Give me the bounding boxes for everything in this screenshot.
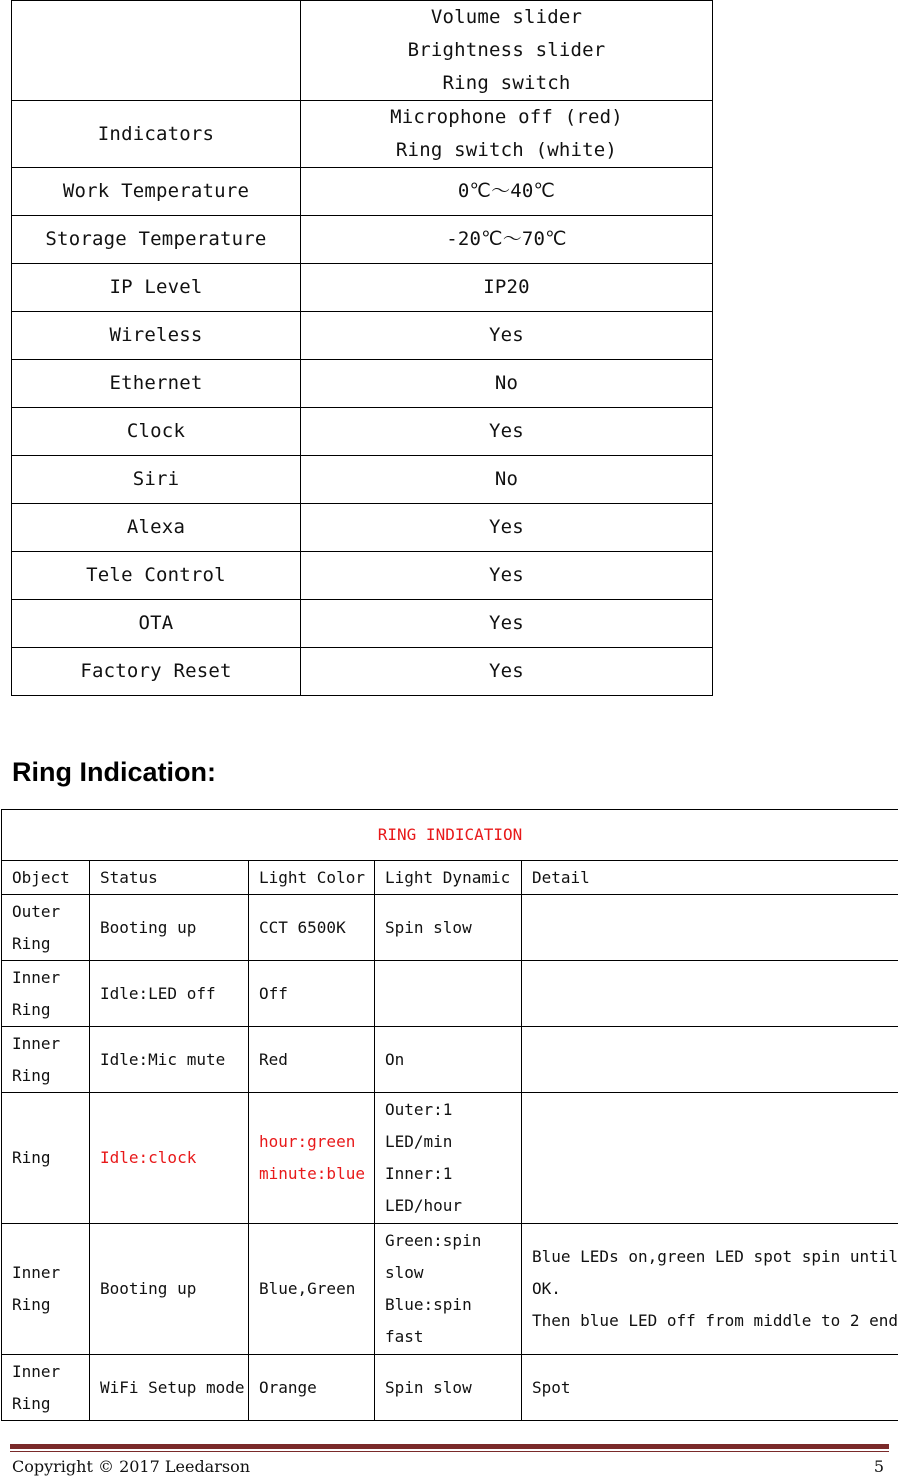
cell-detail	[522, 895, 898, 961]
spec-label: Alexa	[12, 504, 301, 552]
spec-value	[301, 1, 713, 101]
column-header: Object	[2, 861, 90, 895]
table-row	[2, 1093, 898, 1224]
cell-line: hour:green	[259, 1126, 374, 1158]
cell-line: Ring	[12, 994, 89, 1026]
cell-line: On	[385, 1044, 521, 1076]
cell-line: Blue:spin	[385, 1289, 521, 1321]
table-row	[2, 961, 898, 1027]
spec-row	[12, 600, 713, 648]
cell-line: Spin slow	[385, 1372, 521, 1404]
spec-value-line: Ring switch	[301, 67, 712, 100]
spec-value: 0℃～40℃	[301, 168, 713, 216]
cell-light-dynamic	[375, 1355, 522, 1421]
spec-value: Yes	[301, 552, 713, 600]
cell-object	[2, 895, 90, 961]
cell-line: Blue LEDs on,green LED spot spin until	[532, 1241, 898, 1273]
cell-line: Outer:1	[385, 1094, 521, 1126]
cell-line: LED/hour	[385, 1190, 521, 1222]
table-row	[2, 1027, 898, 1093]
spec-row	[12, 504, 713, 552]
cell-object	[2, 1224, 90, 1355]
cell-line: Ring	[12, 1289, 89, 1321]
cell-line: Inner	[12, 1356, 89, 1388]
spec-table	[11, 0, 713, 696]
cell-object	[2, 961, 90, 1027]
cell-line: LED/min	[385, 1126, 521, 1158]
cell-object	[2, 1355, 90, 1421]
spec-value: -20℃～70℃	[301, 216, 713, 264]
cell-line: Off	[259, 978, 374, 1010]
spec-value: Yes	[301, 600, 713, 648]
cell-status: Idle:LED off	[90, 961, 249, 1027]
cell-line: Ring	[12, 1388, 89, 1420]
spec-value-line: Ring switch (white)	[301, 134, 712, 167]
spec-value: Yes	[301, 408, 713, 456]
ring-table-header-row	[2, 861, 898, 895]
cell-status: Idle:clock	[90, 1093, 249, 1224]
ring-table-title: RING INDICATION	[2, 810, 898, 861]
spec-value-line: Microphone off (red)	[301, 101, 712, 134]
spec-row-indicators	[12, 101, 713, 168]
spec-label: Siri	[12, 456, 301, 504]
cell-line: Inner	[12, 962, 89, 994]
cell-detail	[522, 961, 898, 1027]
cell-status: Idle:Mic mute	[90, 1027, 249, 1093]
cell-object	[2, 1093, 90, 1224]
cell-status: Booting up	[90, 1224, 249, 1355]
spec-row-controls	[12, 1, 713, 101]
column-header: Light Dynamic	[375, 861, 522, 895]
spec-value-line: Brightness slider	[301, 34, 712, 67]
spec-value: IP20	[301, 264, 713, 312]
spec-row	[12, 552, 713, 600]
cell-line: Outer	[12, 896, 89, 928]
spec-value	[301, 101, 713, 168]
spec-table-body	[12, 1, 713, 696]
cell-light-color	[249, 895, 375, 961]
cell-detail	[522, 1027, 898, 1093]
ring-indication-heading: Ring Indication:	[12, 752, 216, 792]
cell-light-dynamic	[375, 1027, 522, 1093]
cell-detail	[522, 1093, 898, 1224]
spec-label: Ethernet	[12, 360, 301, 408]
spec-value: No	[301, 456, 713, 504]
spec-label: Clock	[12, 408, 301, 456]
table-row	[2, 895, 898, 961]
cell-line: Ring	[12, 1142, 89, 1174]
cell-line: CCT 6500K	[259, 912, 374, 944]
cell-line: Green:spin	[385, 1225, 521, 1257]
spec-value: Yes	[301, 504, 713, 552]
spec-label: Work Temperature	[12, 168, 301, 216]
spec-row	[12, 456, 713, 504]
spec-row	[12, 648, 713, 696]
cell-light-color	[249, 1027, 375, 1093]
spec-value: Yes	[301, 312, 713, 360]
spec-label: OTA	[12, 600, 301, 648]
cell-line: Inner:1	[385, 1158, 521, 1190]
cell-line: minute:blue	[259, 1158, 374, 1190]
spec-row	[12, 216, 713, 264]
cell-light-color	[249, 1224, 375, 1355]
spec-row	[12, 408, 713, 456]
spec-label: Tele Control	[12, 552, 301, 600]
cell-light-dynamic	[375, 895, 522, 961]
spec-row	[12, 312, 713, 360]
cell-line: Inner	[12, 1028, 89, 1060]
cell-line: Spin slow	[385, 912, 521, 944]
cell-status: WiFi Setup mode	[90, 1355, 249, 1421]
cell-line: OK.	[532, 1273, 898, 1305]
cell-line: Spot	[532, 1372, 898, 1404]
spec-row	[12, 264, 713, 312]
cell-detail	[522, 1355, 898, 1421]
page-number: 5	[874, 1456, 884, 1478]
cell-line: Ring	[12, 928, 89, 960]
footer-divider-thin	[10, 1451, 889, 1452]
spec-label: Wireless	[12, 312, 301, 360]
cell-light-color	[249, 961, 375, 1027]
spec-row	[12, 360, 713, 408]
cell-line: Ring	[12, 1060, 89, 1092]
footer-divider	[10, 1444, 889, 1449]
cell-line: Inner	[12, 1257, 89, 1289]
cell-object	[2, 1027, 90, 1093]
cell-light-dynamic	[375, 1224, 522, 1355]
cell-line: Orange	[259, 1372, 374, 1404]
cell-light-dynamic	[375, 961, 522, 1027]
column-header: Light Color	[249, 861, 375, 895]
spec-value: Yes	[301, 648, 713, 696]
cell-line: Then blue LED off from middle to 2 end	[532, 1305, 898, 1337]
cell-detail	[522, 1224, 898, 1355]
spec-value-line: Volume slider	[301, 1, 712, 34]
spec-label: Factory Reset	[12, 648, 301, 696]
column-header: Status	[90, 861, 249, 895]
spec-label: Indicators	[12, 101, 301, 168]
spec-label: IP Level	[12, 264, 301, 312]
column-header: Detail	[522, 861, 898, 895]
cell-light-color	[249, 1093, 375, 1224]
cell-line: Red	[259, 1044, 374, 1076]
cell-light-dynamic	[375, 1093, 522, 1224]
cell-light-color	[249, 1355, 375, 1421]
table-row	[2, 1355, 898, 1421]
ring-table-body	[2, 810, 898, 1421]
spec-row	[12, 168, 713, 216]
cell-line: slow	[385, 1257, 521, 1289]
cell-line: fast	[385, 1321, 521, 1353]
cell-line: Blue,Green	[259, 1273, 374, 1305]
table-row	[2, 1224, 898, 1355]
footer-copyright: Copyright © 2017 Leedarson	[12, 1456, 250, 1478]
spec-label: Storage Temperature	[12, 216, 301, 264]
cell-status: Booting up	[90, 895, 249, 961]
ring-indication-table	[1, 809, 898, 1421]
spec-label	[12, 1, 301, 101]
spec-value: No	[301, 360, 713, 408]
